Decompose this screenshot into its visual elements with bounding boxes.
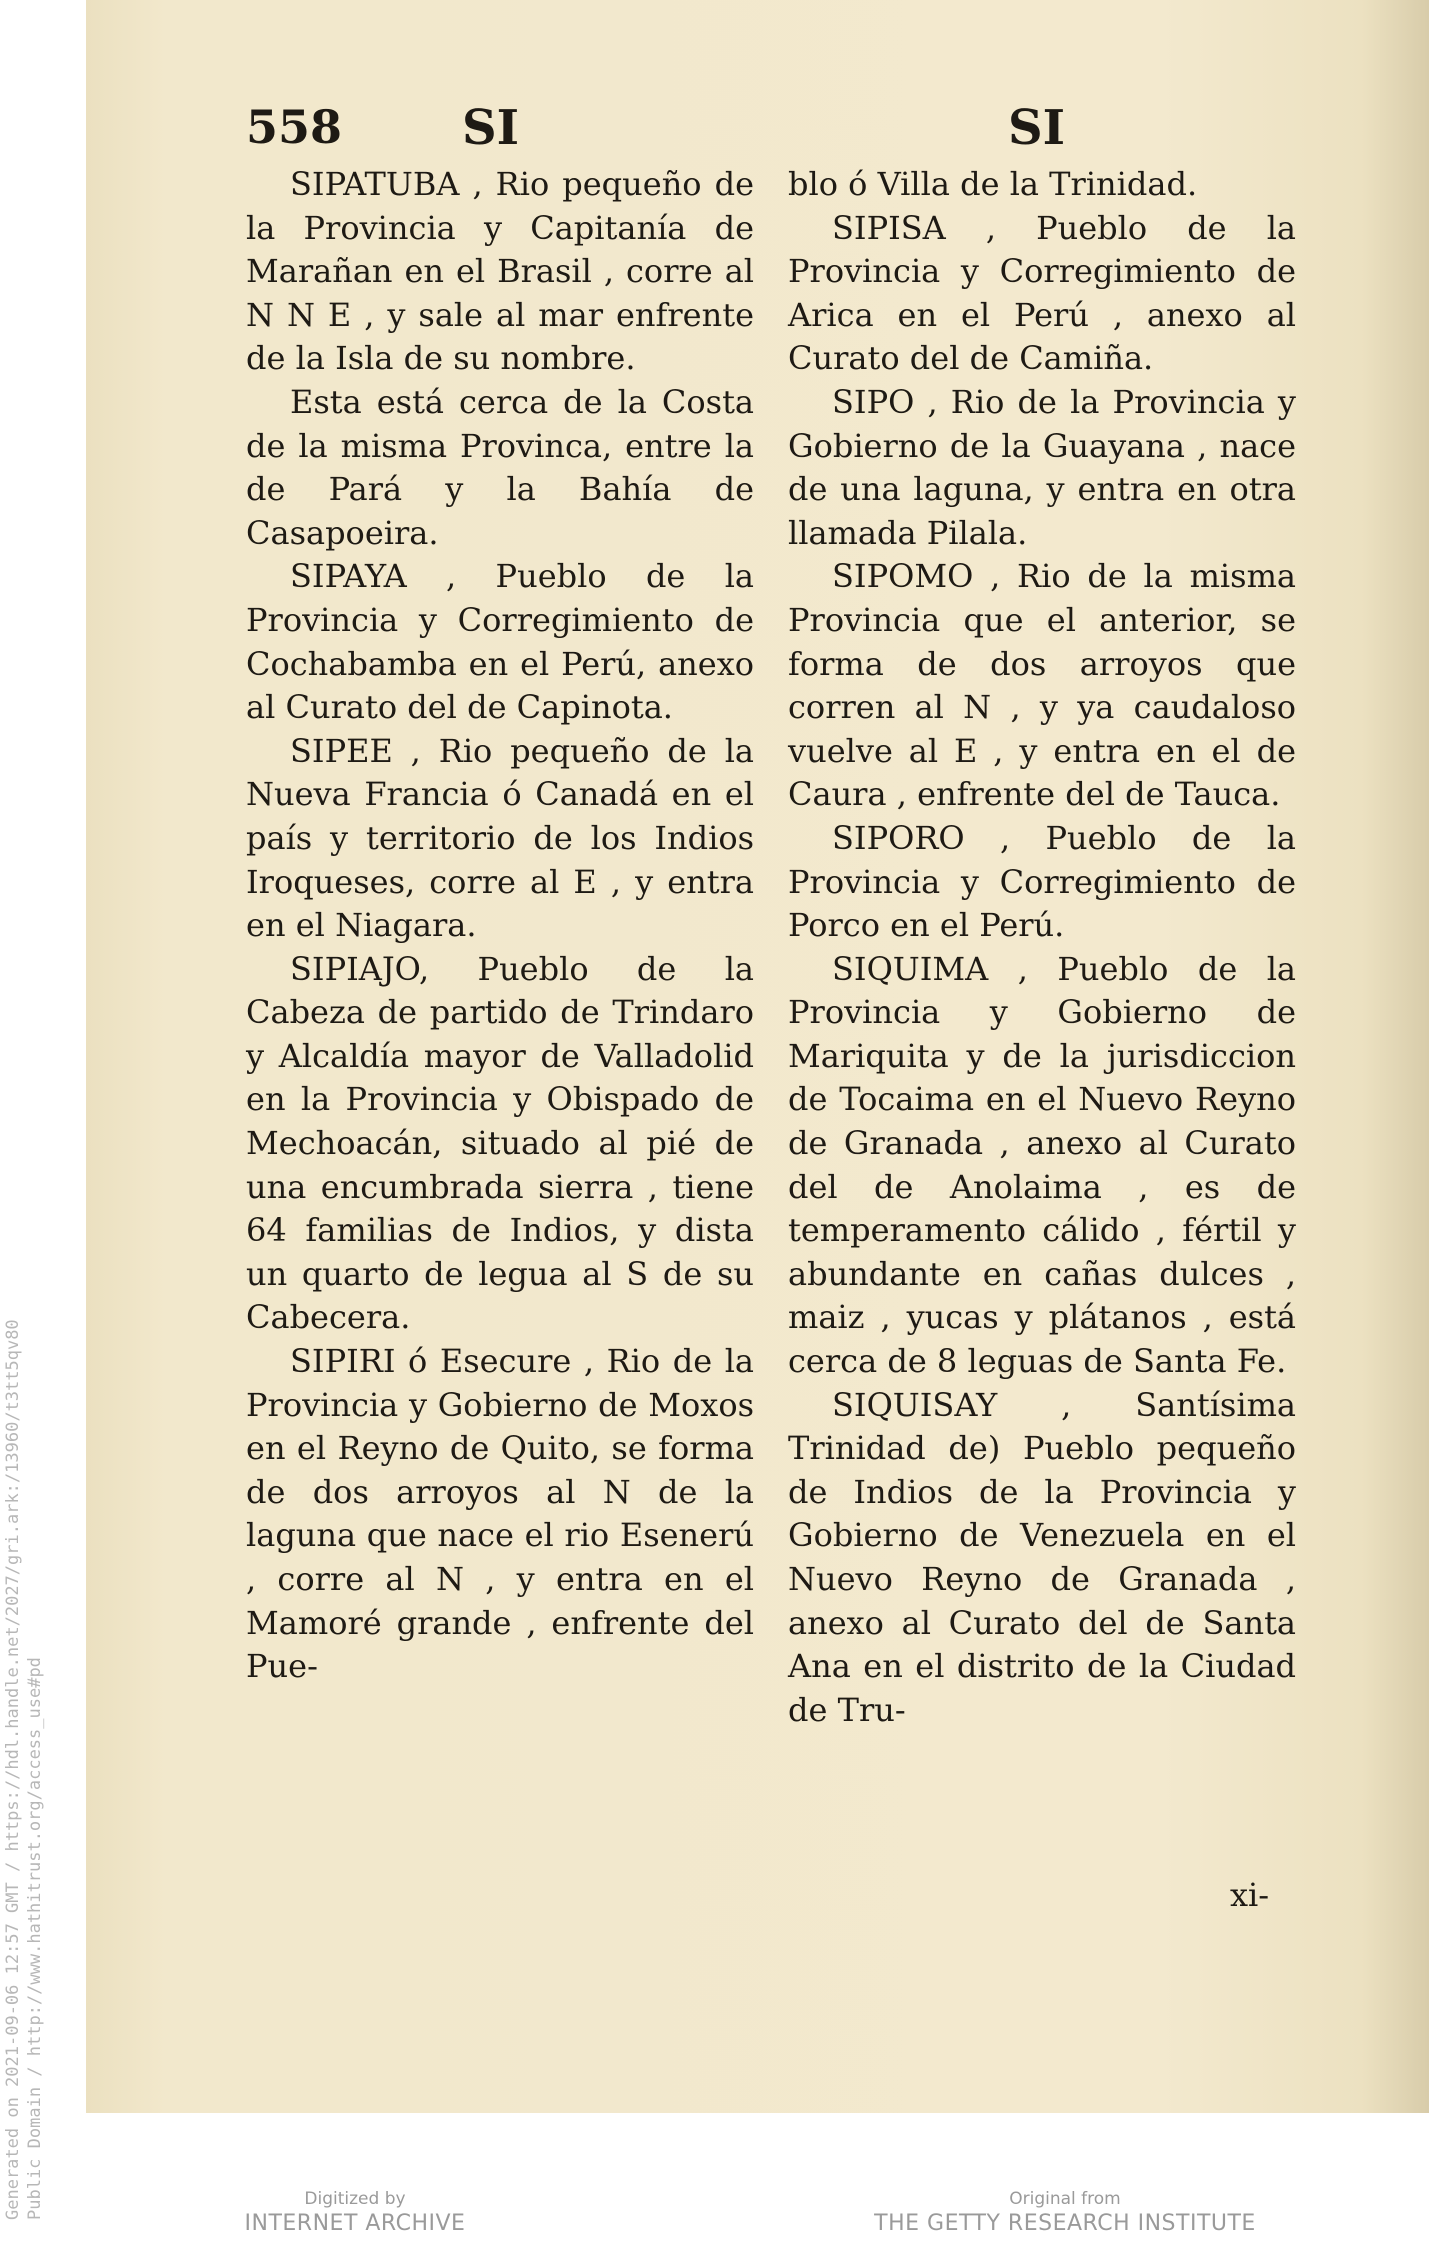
digitized-by-credit bbox=[240, 2188, 470, 2238]
original-from-label: Original from bbox=[1009, 2189, 1121, 2209]
page-number: 558 bbox=[246, 100, 343, 154]
running-head-left: SI bbox=[462, 100, 520, 156]
entry-sipatuba: SIPATUBA , Rio pequeño de la Provincia y Capitanía de Marañan en el Brasil , corre al N N E , y sale al mar enfrente de la Isla de su nombre. bbox=[246, 165, 754, 378]
entry-sipatuba-note: Esta está cerca de la Costa de la misma Provinca, entre la de Pará y la Bahía de Casapoeira. bbox=[246, 382, 754, 552]
entry-sipaya: SIPAYA , Pueblo de la Provincia y Corregimiento de Cochabamba en el Perú, anexo al Curato del de Capinota. bbox=[246, 557, 754, 727]
entry-sipee: SIPEE , Rio pequeño de la Nueva Francia ó Canadá en el país y territorio de los Indios Iroqueses, corre al E , y entra en el Niagara. bbox=[246, 731, 754, 945]
entry-sipiajo: SIPIAJO, Pueblo de la Cabeza de partido de Trindaro y Alcaldía mayor de Valladolid en la Provincia y Obispado de Mechoacán, situado al pié de una encumbrada sierra , tiene 64 familias de Indios, y dista un quarto de legua al S de su Cabecera. bbox=[246, 949, 754, 1337]
getty-institute-label: THE GETTY RESEARCH INSTITUTE bbox=[874, 2211, 1256, 2236]
entry-siporo: SIPORO , Pueblo de la Provincia y Corregimiento de Porco en el Perú. bbox=[788, 818, 1296, 945]
entry-sipisa: SIPISA , Pueblo de la Provincia y Corregimiento de Arica en el Perú , anexo al Curato del de Camiña. bbox=[788, 208, 1296, 378]
entry-siquima: SIQUIMA , Pueblo de la Provincia y Gobierno de Mariquita y de la jurisdiccion de Tocaima en el Nuevo Reyno de Granada , anexo al Curato del de Anolaima , es de temperamento cálido , fértil y abundante en cañas dulces , maiz , yucas y plátanos , está cerca de 8 leguas de Santa Fe. bbox=[788, 949, 1296, 1381]
generation-stamp bbox=[2, 1319, 46, 2220]
generation-stamp-line-2: Public Domain / http://www.hathitrust.org/access_use#pd bbox=[25, 1657, 45, 2220]
digitized-by-label: Digitized by bbox=[304, 2189, 406, 2209]
original-from-credit bbox=[870, 2188, 1260, 2238]
running-head-right: SI bbox=[1008, 100, 1066, 156]
entry-sipo: SIPO , Rio de la Provincia y Gobierno de la Guayana , nace de una laguna, y entra en otra llamada Pilala. bbox=[788, 382, 1296, 552]
entry-siquisay: SIQUISAY , Santísima Trinidad de) Pueblo pequeño de Indios de la Provincia y Gobierno de Venezuela en el Nuevo Reyno de Granada , anexo al Curato del de Santa Ana en el distrito de la Ciudad de Tru- bbox=[788, 1385, 1296, 1729]
generation-stamp-line-1: Generated on 2021-09-06 12:57 GMT / https://hdl.handle.net/2027/gri.ark:/13960/t3tt5qv80 bbox=[3, 1319, 23, 2220]
catchword: xi- bbox=[1230, 1876, 1270, 1914]
entry-sipomo: SIPOMO , Rio de la misma Provincia que el anterior, se forma de dos arroyos que corren al N , y ya caudaloso vuelve al E , y entra en el de Caura , enfrente del de Tauca. bbox=[788, 557, 1296, 814]
right-column bbox=[788, 163, 1296, 1732]
entry-sipiri: SIPIRI ó Esecure , Rio de la Provincia y Gobierno de Moxos en el Reyno de Quito, se forma de dos arroyos al N de la laguna que nace el rio Esenerú , corre al N , y entra en el Mamoré grande , enfrente del Pue- bbox=[246, 1342, 754, 1686]
internet-archive-label: INTERNET ARCHIVE bbox=[244, 2211, 466, 2236]
entry-sipiri-continuation: blo ó Villa de la Trinidad. bbox=[788, 165, 1198, 203]
left-column bbox=[246, 163, 754, 1689]
